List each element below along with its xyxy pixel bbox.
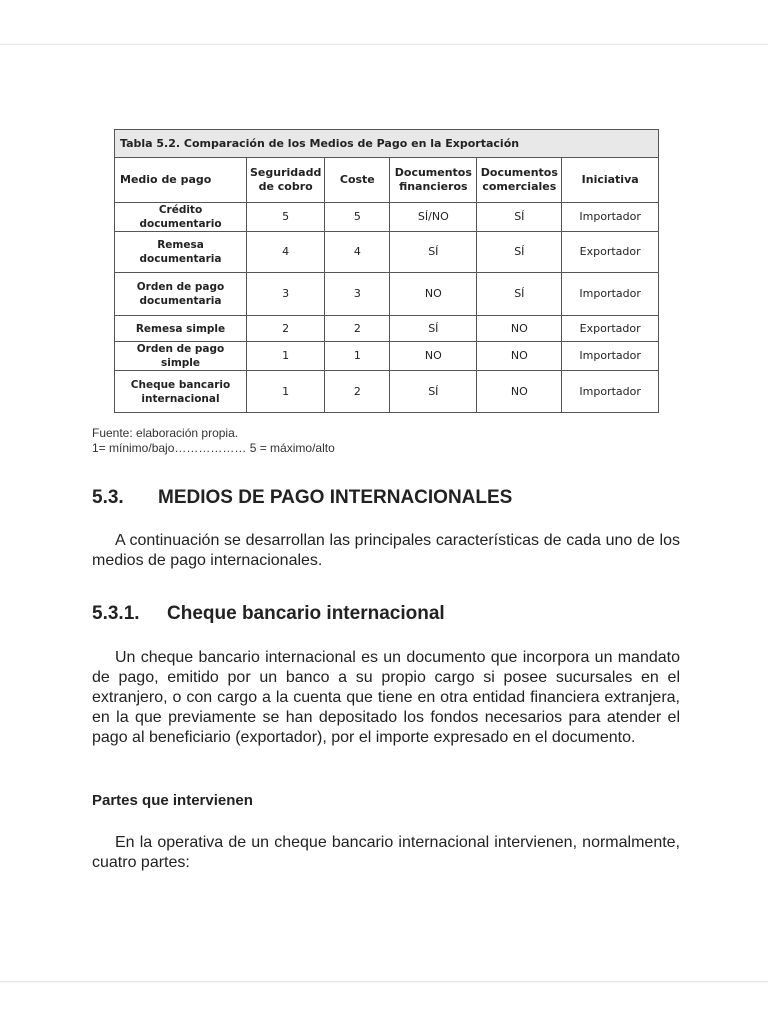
table-cell: 1 bbox=[247, 371, 325, 413]
table-cell: Crédito documentario bbox=[115, 203, 247, 232]
table-cell: 4 bbox=[325, 232, 390, 273]
parts-heading: Partes que intervienen bbox=[92, 792, 253, 809]
payment-methods-table bbox=[114, 129, 659, 413]
parts-paragraph bbox=[92, 833, 680, 873]
table-cell: SÍ bbox=[390, 232, 477, 273]
header-iniciativa: Iniciativa bbox=[562, 158, 659, 203]
table-cell: Importador bbox=[562, 203, 659, 232]
table-cell: 2 bbox=[325, 316, 390, 342]
table-cell: SÍ bbox=[477, 232, 562, 273]
table-caption: Tabla 5.2. Comparación de los Medios de Pago en la Exportación bbox=[115, 130, 659, 158]
table-header-row bbox=[115, 158, 659, 203]
table-cell: Cheque bancario internacional bbox=[115, 371, 247, 413]
table-source-note: Fuente: elaboración propia. bbox=[92, 426, 239, 440]
section-number: 5.3. bbox=[92, 487, 124, 508]
table-cell: Importador bbox=[562, 371, 659, 413]
subsection-title: Cheque bancario internacional bbox=[167, 603, 445, 624]
table-cell: SÍ bbox=[390, 316, 477, 342]
header-medio: Medio de pago bbox=[115, 158, 247, 203]
table-cell: SÍ bbox=[477, 203, 562, 232]
table-cell: Remesa simple bbox=[115, 316, 247, 342]
header-seguridad: Seguridadd de cobro bbox=[247, 158, 325, 203]
table-cell: Importador bbox=[562, 342, 659, 371]
table-row bbox=[115, 342, 659, 371]
table-cell: 1 bbox=[325, 342, 390, 371]
table-cell: SÍ bbox=[390, 371, 477, 413]
table-cell: Exportador bbox=[562, 232, 659, 273]
subsection-heading bbox=[92, 603, 445, 625]
table-row bbox=[115, 203, 659, 232]
table-cell: NO bbox=[477, 342, 562, 371]
section-title: MEDIOS DE PAGO INTERNACIONALES bbox=[158, 487, 513, 508]
table-row bbox=[115, 316, 659, 342]
subsection-body-paragraph bbox=[92, 648, 680, 748]
section-heading bbox=[92, 487, 512, 509]
table-cell: 2 bbox=[247, 316, 325, 342]
table-cell: Orden de pago simple bbox=[115, 342, 247, 371]
subsection-number: 5.3.1. bbox=[92, 603, 140, 624]
parts-body-text: En la operativa de un cheque bancario internacional intervienen, normalmente, cuatro partes: bbox=[92, 834, 680, 871]
table-cell: Orden de pago documentaria bbox=[115, 273, 247, 316]
table-cell: Exportador bbox=[562, 316, 659, 342]
header-doc-financieros: Documentos financieros bbox=[390, 158, 477, 203]
table-cell: NO bbox=[390, 342, 477, 371]
table-cell: 3 bbox=[325, 273, 390, 316]
section-intro-paragraph bbox=[92, 531, 680, 571]
table-cell: Remesa documentaria bbox=[115, 232, 247, 273]
table-cell: NO bbox=[477, 371, 562, 413]
table-cell: NO bbox=[477, 316, 562, 342]
section-intro-text: A continuación se desarrollan las principales características de cada uno de los medios de pago internacionales. bbox=[92, 532, 680, 569]
table-cell: SÍ bbox=[477, 273, 562, 316]
table-cell: NO bbox=[390, 273, 477, 316]
table-row bbox=[115, 232, 659, 273]
table-cell: 5 bbox=[247, 203, 325, 232]
table-cell: 3 bbox=[247, 273, 325, 316]
table-cell: 1 bbox=[247, 342, 325, 371]
header-doc-comerciales: Documentos comerciales bbox=[477, 158, 562, 203]
table-cell: 2 bbox=[325, 371, 390, 413]
header-coste: Coste bbox=[325, 158, 390, 203]
table-cell: 5 bbox=[325, 203, 390, 232]
subsection-body-text: Un cheque bancario internacional es un documento que incorpora un mandato de pago, emitido por un banco a su propio cargo si posee sucursales en el extranjero, o con cargo a la cuenta que tiene en otra entidad financiera extranjera, en la que previamente se han depositado los fondos necesarios para atender el pago al beneficiario (exportador), por el importe expresado en el documento. bbox=[92, 649, 680, 746]
table-cell: 4 bbox=[247, 232, 325, 273]
table-cell: Importador bbox=[562, 273, 659, 316]
table-cell: SÍ/NO bbox=[390, 203, 477, 232]
table-row bbox=[115, 371, 659, 413]
table-row bbox=[115, 273, 659, 316]
table-scale-note: 1= mínimo/bajo……………… 5 = máximo/alto bbox=[92, 441, 335, 455]
